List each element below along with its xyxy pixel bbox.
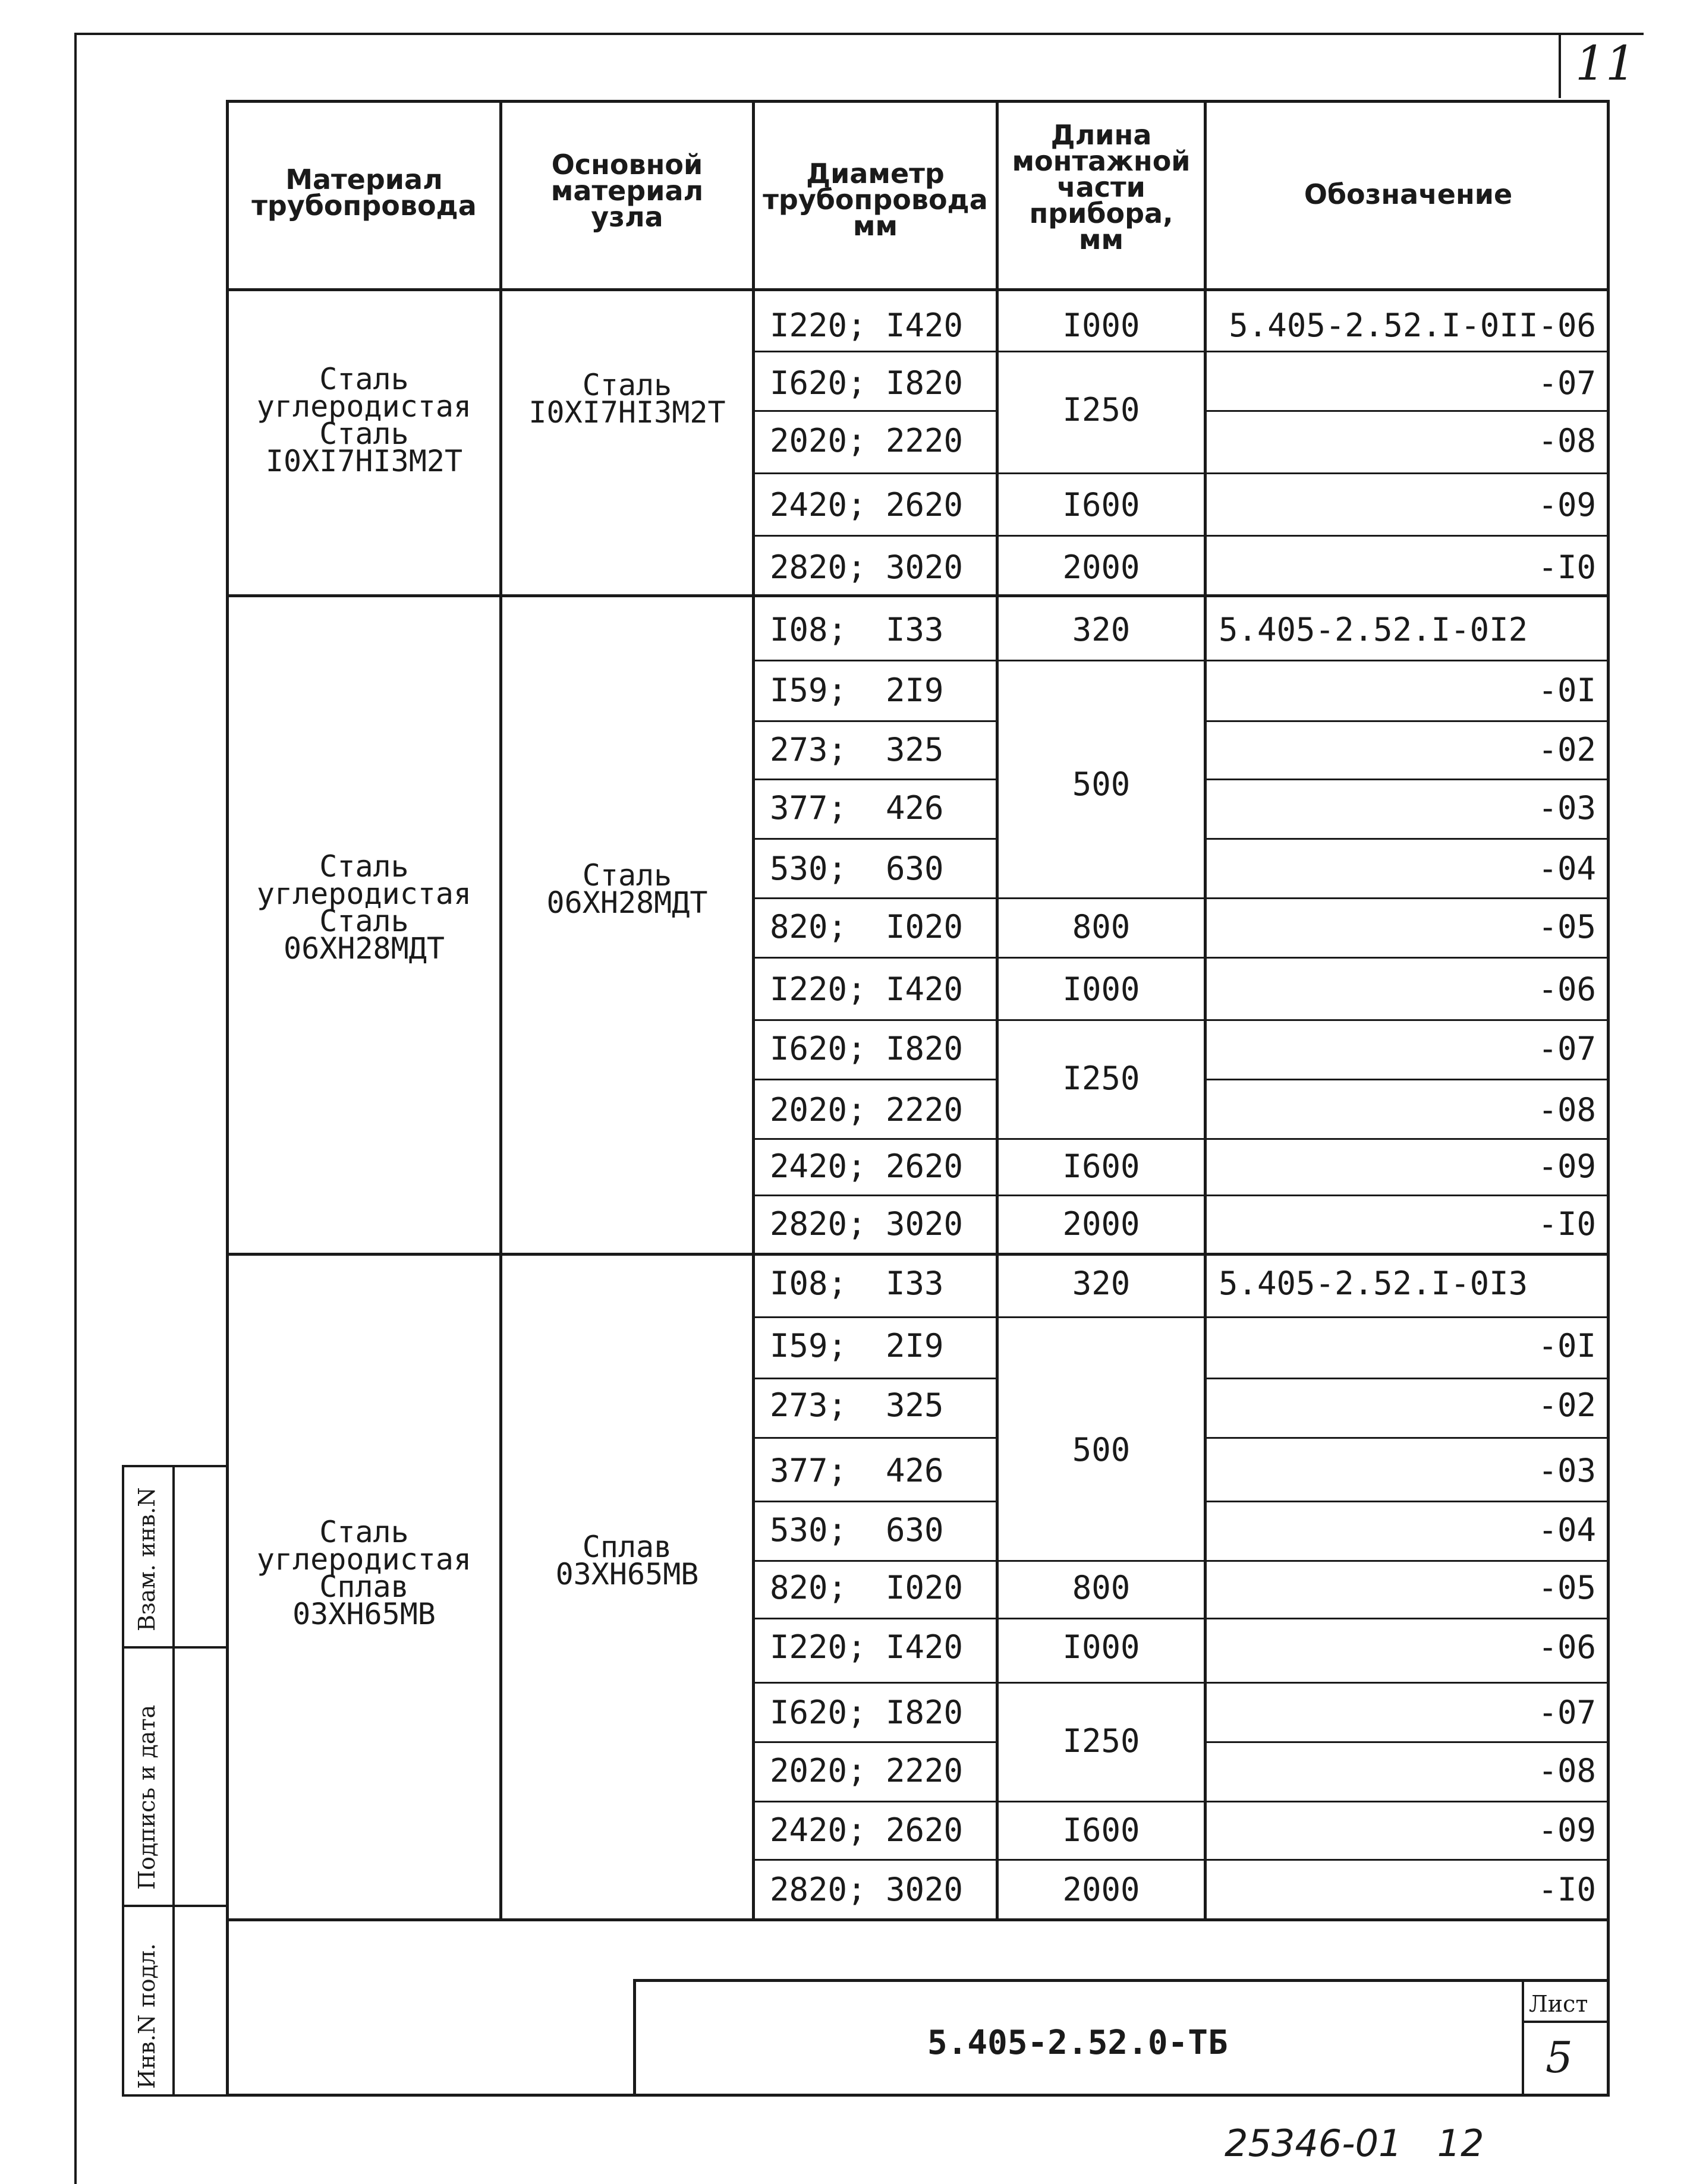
table-cell-designation: -05 — [1538, 908, 1596, 946]
table-cell-designation: 5.405-2.52.I-0I3 — [1219, 1265, 1528, 1302]
table-cell-designation: -05 — [1538, 1569, 1596, 1606]
table-cell-diameter: I59; — [770, 672, 848, 709]
table-cell-designation: -09 — [1538, 1148, 1596, 1185]
table-cell-diameter: I820 — [886, 1694, 964, 1731]
stamp-left-line — [633, 1979, 636, 2097]
table-cell-length: I250 — [1062, 1722, 1140, 1760]
table-cell-diameter: 630 — [886, 850, 944, 887]
g2-line — [752, 720, 996, 722]
g2-line — [752, 779, 996, 780]
group-1-node-material: Сталь I0XI7HI3M2T — [528, 368, 726, 430]
table-cell-diameter: 2020; — [770, 1752, 867, 1789]
sheet-label: Лист — [1529, 1991, 1588, 2017]
table-cell-length: 500 — [1072, 1431, 1131, 1468]
table-cell-diameter: 377; — [770, 1452, 848, 1489]
table-cell-length: I250 — [1062, 391, 1140, 428]
table-cell-length: I000 — [1062, 1628, 1140, 1666]
header-material-node: Основной материал узла — [550, 149, 704, 233]
g2-line — [752, 1138, 1610, 1140]
header-length: Длина монтажной части прибора, мм — [1012, 119, 1191, 256]
group-divider-2 — [226, 1253, 1610, 1256]
table-cell-diameter: 325 — [886, 731, 944, 768]
table-cell-diameter: I33 — [886, 611, 944, 648]
footer-handwritten-number: 25346-01 12 — [1225, 2122, 1484, 2165]
table-cell-diameter: 2I9 — [886, 672, 944, 709]
table-cell-designation: -02 — [1538, 1386, 1596, 1424]
table-cell-diameter: 2820; — [770, 1205, 867, 1243]
g2-line — [752, 1195, 1610, 1196]
table-cell-designation: -09 — [1538, 486, 1596, 524]
table-cell-diameter: 530; — [770, 850, 848, 887]
g1-line — [752, 410, 996, 412]
group-2-pipe-material: Сталь углеродистая Сталь 06XH28MДT — [256, 849, 472, 966]
header-diameter: Диаметр трубопровода мм — [763, 157, 988, 242]
table-cell-diameter: 3020 — [886, 1205, 964, 1243]
table-cell-diameter: I020 — [886, 1569, 964, 1606]
table-cell-length: 2000 — [1062, 549, 1140, 586]
side-stamp-sep2 — [122, 1905, 226, 1907]
document-code: 5.405-2.52.0-TБ — [927, 2024, 1228, 2062]
side-stamp-sep1 — [122, 1646, 226, 1649]
table-cell-designation: -07 — [1538, 1030, 1596, 1067]
g1-line — [752, 351, 1610, 352]
table-cell-length: 320 — [1072, 611, 1131, 648]
side-label-inv-vzam: Взам. инв.N — [134, 1487, 160, 1631]
table-cell-diameter: I620; — [770, 364, 867, 402]
g2-line — [752, 897, 1610, 899]
table-cell-length: 2000 — [1062, 1871, 1140, 1908]
header-designation: Обозначение — [1304, 178, 1513, 210]
table-cell-designation: 5.405-2.52.I-0II-06 — [1229, 307, 1596, 344]
table-cell-diameter: I08; — [770, 611, 848, 648]
sheet-box-divider — [1522, 2021, 1610, 2023]
table-cell-designation: -03 — [1538, 789, 1596, 827]
page-number-handwritten: 11 — [1575, 36, 1636, 91]
g1-line — [752, 535, 1610, 537]
g3-line — [752, 1560, 1610, 1562]
table-cell-diameter: I33 — [886, 1265, 944, 1302]
g1-line — [752, 472, 1610, 474]
table-cell-length: 320 — [1072, 1265, 1131, 1302]
page-left-border — [74, 33, 77, 2184]
table-cell-diameter: 273; — [770, 731, 848, 768]
header-divider — [226, 288, 1610, 291]
table-cell-length: 500 — [1072, 765, 1131, 803]
stamp-top-line — [633, 1979, 1610, 1982]
side-label-inv-podl: Инв.N подл. — [134, 1943, 160, 2089]
table-bottom-line — [226, 1918, 1610, 1921]
g3-line — [752, 1378, 996, 1379]
table-cell-diameter: I220; — [770, 307, 867, 344]
side-stamp-mid — [172, 1465, 175, 2097]
table-cell-length: I600 — [1062, 486, 1140, 524]
table-cell-diameter: 2420; — [770, 486, 867, 524]
table-cell-diameter: 2620 — [886, 486, 964, 524]
g2-line — [752, 1079, 996, 1080]
table-cell-diameter: I620; — [770, 1694, 867, 1731]
table-cell-diameter: 3020 — [886, 1871, 964, 1908]
table-cell-designation: -07 — [1538, 1694, 1596, 1731]
g2-line — [752, 660, 1610, 661]
table-cell-length: I250 — [1062, 1060, 1140, 1097]
g2-line — [1204, 720, 1610, 722]
g3-line — [1204, 1378, 1610, 1379]
table-cell-designation: 5.405-2.52.I-0I2 — [1219, 611, 1528, 648]
g2-line — [1204, 838, 1610, 840]
table-cell-diameter: I820 — [886, 364, 964, 402]
g3-line — [752, 1437, 996, 1439]
g2-line — [752, 838, 996, 840]
table-cell-diameter: 2420; — [770, 1811, 867, 1849]
table-cell-length: I600 — [1062, 1811, 1140, 1849]
group-3-node-material: Сплав 03XH65MB — [555, 1530, 699, 1591]
table-cell-diameter: 820; — [770, 1569, 848, 1606]
table-cell-designation: -06 — [1538, 970, 1596, 1008]
group-2-node-material: Сталь 06XH28MДT — [546, 858, 708, 920]
table-cell-diameter: 3020 — [886, 549, 964, 586]
table-cell-diameter: 2820; — [770, 549, 867, 586]
g3-line — [752, 1316, 1610, 1318]
table-cell-designation: -08 — [1538, 422, 1596, 459]
table-cell-diameter: 426 — [886, 789, 944, 827]
table-cell-length: 800 — [1072, 908, 1131, 946]
table-cell-designation: -08 — [1538, 1091, 1596, 1129]
table-cell-diameter: 2620 — [886, 1148, 964, 1185]
table-cell-diameter: 2020; — [770, 422, 867, 459]
table-cell-diameter: 2220 — [886, 1091, 964, 1129]
table-cell-diameter: 426 — [886, 1452, 944, 1489]
table-cell-designation: -08 — [1538, 1752, 1596, 1789]
g2-line — [752, 957, 1610, 959]
table-cell-diameter: I220; — [770, 970, 867, 1008]
table-cell-diameter: 273; — [770, 1386, 848, 1424]
table-cell-designation: -0I — [1538, 672, 1596, 709]
table-cell-diameter: 820; — [770, 908, 848, 946]
table-cell-diameter: 630 — [886, 1511, 944, 1549]
table-cell-designation: -06 — [1538, 1628, 1596, 1666]
g2-line — [1204, 1079, 1610, 1080]
table-cell-diameter: 2I9 — [886, 1327, 944, 1364]
table-cell-designation: -04 — [1538, 1511, 1596, 1549]
g1-line — [1204, 410, 1610, 412]
g3-line — [752, 1682, 1610, 1684]
table-cell-designation: -I0 — [1538, 549, 1596, 586]
table-cell-diameter: 2220 — [886, 1752, 964, 1789]
col-line-2 — [752, 100, 755, 1918]
group-3-pipe-material: Сталь углеродистая Сплав 03XH65MB — [256, 1515, 472, 1631]
table-cell-length: I600 — [1062, 1148, 1140, 1185]
table-cell-designation: -02 — [1538, 731, 1596, 768]
table-cell-diameter: 530; — [770, 1511, 848, 1549]
sheet-box-left — [1522, 1979, 1524, 2097]
table-cell-designation: -0I — [1538, 1327, 1596, 1364]
g3-line — [752, 1501, 996, 1502]
table-cell-designation: -I0 — [1538, 1205, 1596, 1243]
g2-line — [1204, 779, 1610, 780]
table-cell-diameter: 2620 — [886, 1811, 964, 1849]
table-cell-designation: -07 — [1538, 364, 1596, 402]
table-cell-designation: -09 — [1538, 1811, 1596, 1849]
side-stamp-bottom — [122, 2094, 226, 2097]
table-cell-diameter: I220; — [770, 1628, 867, 1666]
table-cell-length: I000 — [1062, 307, 1140, 344]
table-cell-length: I000 — [1062, 970, 1140, 1008]
group-1-pipe-material: Сталь углеродистая Сталь I0XI7HI3M2T — [256, 362, 472, 478]
table-cell-length: 800 — [1072, 1569, 1131, 1606]
g3-line — [752, 1618, 1610, 1619]
table-cell-diameter: I820 — [886, 1030, 964, 1067]
col-line-4 — [1204, 100, 1207, 1918]
g3-line — [752, 1741, 996, 1743]
table-cell-diameter: I420 — [886, 307, 964, 344]
sheet-number: 5 — [1546, 2032, 1573, 2082]
table-cell-diameter: I59; — [770, 1327, 848, 1364]
g3-line — [752, 1801, 1610, 1802]
table-cell-diameter: 2820; — [770, 1871, 867, 1908]
g3-line — [752, 1859, 1610, 1861]
side-label-signature-date: Подпись и дата — [134, 1704, 160, 1890]
table-cell-diameter: 325 — [886, 1386, 944, 1424]
side-stamp-left — [122, 1465, 124, 2097]
table-cell-length: 2000 — [1062, 1205, 1140, 1243]
g2-line — [752, 1019, 1610, 1021]
table-cell-diameter: 377; — [770, 789, 848, 827]
group-divider-1 — [226, 594, 1610, 597]
table-cell-diameter: 2220 — [886, 422, 964, 459]
header-material-pipe: Материал трубопровода — [251, 163, 477, 222]
table-cell-diameter: I620; — [770, 1030, 867, 1067]
table-cell-designation: -03 — [1538, 1452, 1596, 1489]
table-cell-diameter: I420 — [886, 970, 964, 1008]
table-cell-diameter: 2420; — [770, 1148, 867, 1185]
table-cell-designation: -I0 — [1538, 1871, 1596, 1908]
g3-line — [1204, 1501, 1610, 1502]
table-cell-diameter: 2020; — [770, 1091, 867, 1129]
table-cell-diameter: I020 — [886, 908, 964, 946]
g3-line — [1204, 1437, 1610, 1439]
table-cell-diameter: I420 — [886, 1628, 964, 1666]
table-cell-designation: -04 — [1538, 850, 1596, 887]
page-right-tick — [1559, 33, 1561, 98]
table-cell-diameter: I08; — [770, 1265, 848, 1302]
side-stamp-top — [122, 1465, 226, 1467]
page-top-border — [74, 33, 1644, 35]
g3-line — [1204, 1741, 1610, 1743]
